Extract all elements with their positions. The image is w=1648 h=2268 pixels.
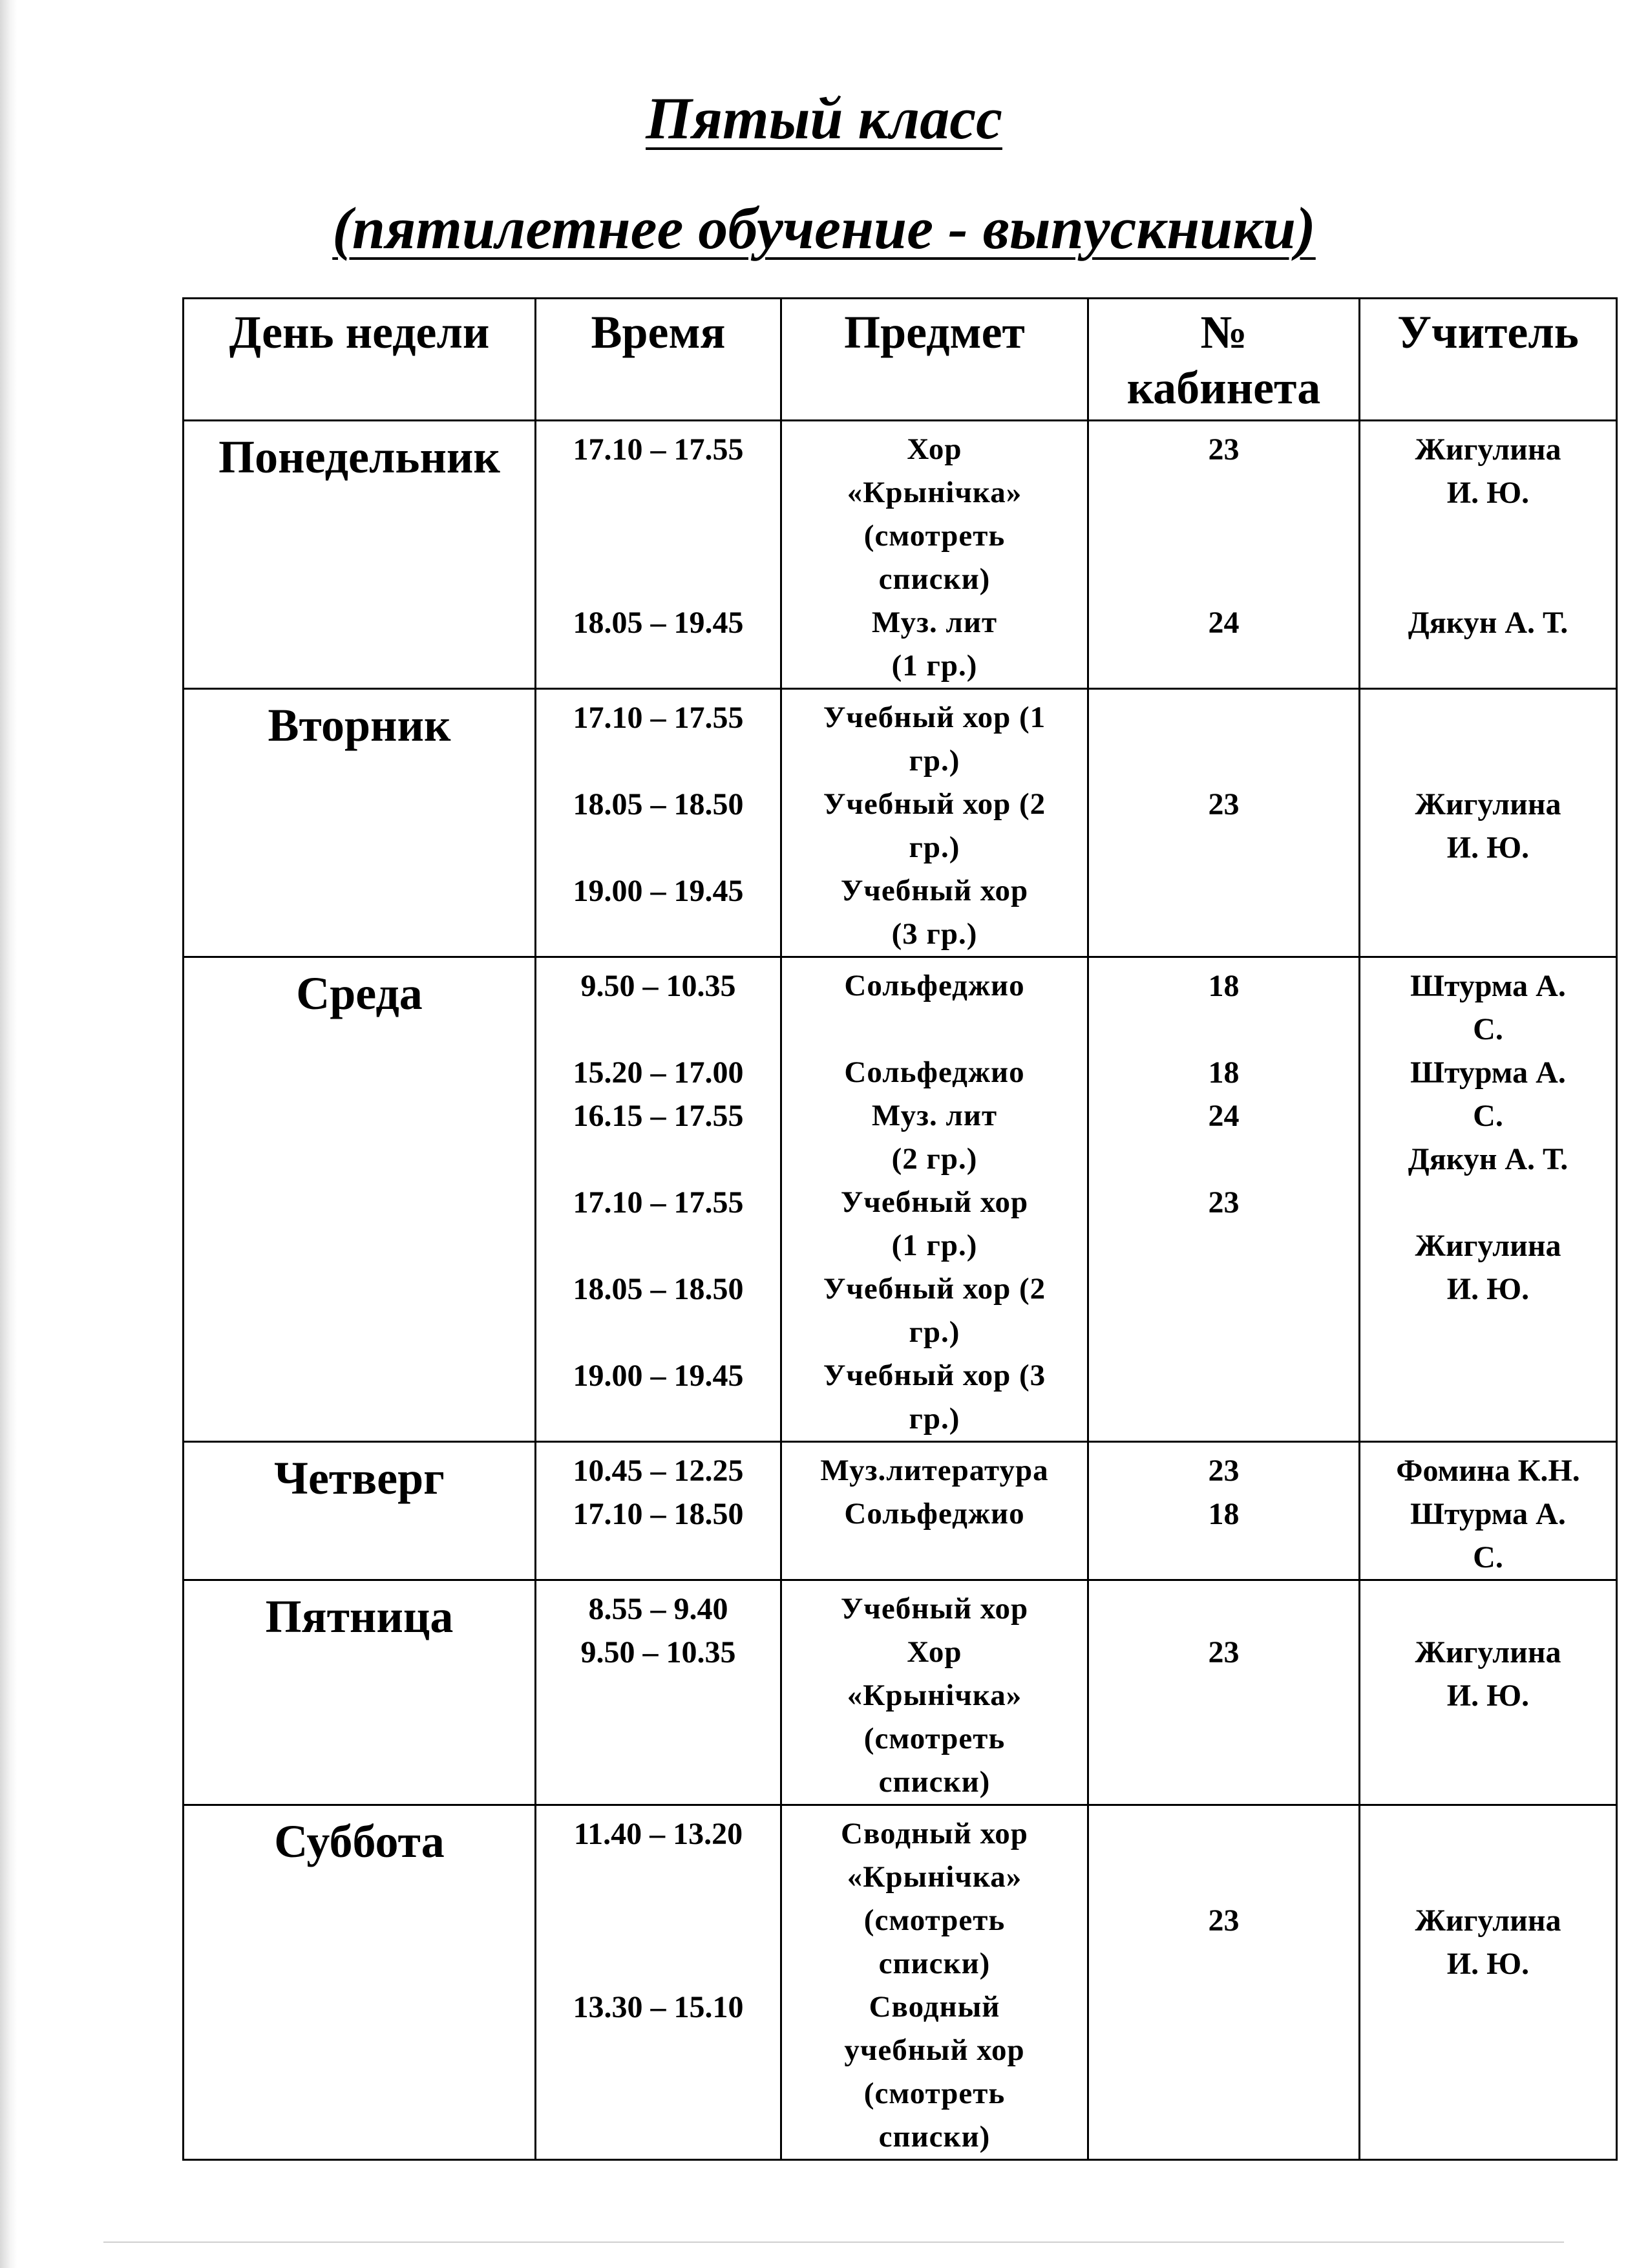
subject-line: Сольфеджио [844,1055,1025,1089]
time-line: 13.30 – 15.10 [573,1990,744,2024]
subject-line: Учебный хор [840,874,1029,907]
room-line [1089,1856,1358,1899]
teacher-line: Жигулина [1415,1229,1561,1263]
subject-line: (1 гр.) [891,1229,978,1262]
subject-line: списки) [878,2120,991,2154]
teacher-line [1360,1397,1616,1441]
room-line: 23 [1208,1903,1240,1938]
subject-line: (смотреть [863,2077,1006,2110]
day-cell: Пятница [184,1580,536,1805]
subject-line: Муз. лит [871,1099,998,1132]
table-header-row [184,299,1617,421]
subject-line: учебный хор [844,2033,1025,2067]
teacher-line: Фомина К.Н. [1396,1454,1580,1488]
room-line [1089,2029,1358,2072]
room-line: 18 [1208,1497,1240,1531]
teacher-line [1360,1311,1616,1354]
time-line [536,1224,780,1267]
subject-line: Учебный хор (2 [823,1272,1046,1306]
teacher-line [1360,1354,1616,1397]
teacher-cell [1360,1805,1617,2160]
time-line [536,739,780,783]
room-line [1089,1812,1358,1856]
teacher-line [1360,2115,1616,2159]
room-line [1089,696,1358,739]
day-cell: Четверг [184,1442,536,1580]
teacher-line: Дякун А. Т. [1408,1142,1569,1176]
teacher-line [1360,1856,1616,1899]
teacher-line [1360,869,1616,913]
day-cell: Среда [184,957,536,1442]
teacher-line [1360,1761,1616,1804]
time-line: 19.00 – 19.45 [573,1359,744,1393]
teacher-line: Жигулина [1415,1903,1561,1938]
time-line [536,1138,780,1181]
room-line [1089,644,1358,688]
room-line [1089,869,1358,913]
time-line [536,2072,780,2115]
teacher-line: С. [1473,1012,1503,1046]
room-line [1089,913,1358,956]
time-cell [536,1805,781,2160]
teacher-line [1360,1717,1616,1761]
room-cell [1088,689,1360,957]
time-line: 18.05 – 18.50 [573,1272,744,1306]
subject-line: Сольфеджио [844,969,1025,1002]
room-line [1089,1397,1358,1441]
room-line: 24 [1208,1099,1240,1133]
room-line [1089,471,1358,514]
teacher-line: Жигулина [1415,1635,1561,1669]
room-line [1089,1587,1358,1631]
subject-line: гр.) [909,831,960,864]
teacher-line [1360,696,1616,739]
teacher-line: И. Ю. [1446,476,1530,510]
day-cell: Вторник [184,689,536,957]
teacher-line: И. Ю. [1446,831,1530,865]
subject-line: (1 гр.) [891,649,978,683]
teacher-line: И. Ю. [1446,1272,1530,1306]
subject-line: (3 гр.) [891,917,978,951]
header-room-line1: № [1200,306,1247,358]
room-line: 23 [1208,787,1240,821]
day-cell: Понедельник [184,421,536,689]
page-subtitle: (пятилетнее обучение - выпускники) [332,195,1316,261]
time-line [536,1761,780,1804]
schedule-table [182,297,1618,2161]
subject-line: Хор [907,432,962,466]
header-room-line2: кабинета [1126,362,1321,414]
subject-line: списки) [878,1947,991,1980]
time-line: 11.40 – 13.20 [573,1817,743,1851]
table-row [184,689,1617,957]
time-line: 17.10 – 17.55 [573,701,744,735]
subject-line: Сводный [869,1990,1000,2024]
time-line [536,558,780,601]
time-line [536,2029,780,2072]
subject-line: Учебный хор [840,1185,1029,1219]
teacher-line: И. Ю. [1446,1679,1530,1713]
room-line [1089,1354,1358,1397]
time-line [536,514,780,558]
time-line: 15.20 – 17.00 [573,1055,744,1090]
time-cell [536,1580,781,1805]
time-line: 10.45 – 12.25 [573,1454,744,1488]
time-line: 18.05 – 18.50 [573,787,744,821]
table-row [184,421,1617,689]
teacher-line [1360,514,1616,558]
subject-line: Сольфеджио [844,1497,1025,1531]
subject-line: гр.) [909,1315,960,1349]
teacher-line [1360,2029,1616,2072]
schedule-body [184,421,1617,2160]
teacher-line [1360,1181,1616,1224]
subject-cell [781,957,1088,1442]
teacher-line: Штурма А. [1410,1055,1566,1090]
teacher-line: Штурма А. [1410,1497,1566,1531]
teacher-line: Жигулина [1415,787,1561,821]
time-cell [536,957,781,1442]
time-line [536,1536,780,1579]
subject-line [782,1536,1087,1579]
time-line [536,471,780,514]
room-cell [1088,1580,1360,1805]
scan-edge-shadow [0,0,17,2268]
room-line [1089,1674,1358,1717]
teacher-cell [1360,957,1617,1442]
header-time: Время [536,299,781,421]
subject-cell [781,1580,1088,1805]
room-line: 24 [1208,606,1240,640]
time-line: 17.10 – 17.55 [573,432,744,467]
time-line: 9.50 – 10.35 [580,969,736,1003]
room-cell [1088,957,1360,1442]
teacher-line [1360,644,1616,688]
teacher-line: С. [1473,1540,1503,1574]
room-line [1089,826,1358,869]
room-line [1089,1717,1358,1761]
time-line: 18.05 – 19.45 [573,606,744,640]
table-row [184,1442,1617,1580]
time-line [536,1674,780,1717]
subject-line: Муз. лит [871,606,998,639]
teacher-line [1360,739,1616,783]
subject-line: «Крынічка» [847,1679,1022,1712]
teacher-cell [1360,1442,1617,1580]
time-line: 17.10 – 18.50 [573,1497,744,1531]
day-cell: Суббота [184,1805,536,2160]
room-line [1089,739,1358,783]
time-line [536,1856,780,1899]
subject-line: (смотреть [863,1903,1006,1937]
header-day: День недели [184,299,536,421]
room-line [1089,2115,1358,2159]
table-row [184,1580,1617,1805]
time-line [536,1008,780,1051]
subject-line: (2 гр.) [891,1142,978,1176]
room-line [1089,2072,1358,2115]
time-line [536,1311,780,1354]
header-room [1088,299,1360,421]
time-line [536,1899,780,1942]
time-line: 9.50 – 10.35 [580,1635,736,1669]
bottom-divider [103,2242,1564,2243]
subject-line: гр.) [909,744,960,778]
time-line [536,1397,780,1441]
subject-cell [781,421,1088,689]
teacher-cell [1360,689,1617,957]
room-line: 23 [1208,1635,1240,1669]
room-line [1089,1224,1358,1267]
time-line [536,1717,780,1761]
subject-line: Муз.литература [820,1454,1049,1487]
header-teacher: Учитель [1360,299,1617,421]
teacher-line [1360,558,1616,601]
time-cell [536,1442,781,1580]
subject-line: списки) [878,562,991,596]
time-line [536,826,780,869]
teacher-line [1360,913,1616,956]
room-line [1089,1761,1358,1804]
subject-line: «Крынічка» [847,1860,1022,1894]
time-cell [536,421,781,689]
subject-line: Учебный хор (1 [823,701,1046,734]
time-line [536,644,780,688]
room-line [1089,1267,1358,1311]
subject-cell [781,1805,1088,2160]
teacher-line: Штурма А. [1410,969,1566,1003]
subject-line: (смотреть [863,519,1006,553]
table-row [184,1805,1617,2160]
table-row [184,957,1617,1442]
teacher-line: Жигулина [1415,432,1561,467]
room-line [1089,1138,1358,1181]
subject-line: Хор [907,1635,962,1669]
subject-line [782,1008,1087,1051]
page-title: Пятый класс [646,85,1002,151]
time-line: 16.15 – 17.55 [573,1099,744,1133]
teacher-line [1360,1812,1616,1856]
teacher-line [1360,2072,1616,2115]
teacher-cell [1360,1580,1617,1805]
room-line: 23 [1208,432,1240,467]
teacher-line [1360,1587,1616,1631]
subject-line: «Крынічка» [847,476,1022,509]
teacher-line: С. [1473,1099,1503,1133]
subject-line: Учебный хор [840,1592,1029,1626]
teacher-line: И. Ю. [1446,1947,1530,1981]
subject-line: (смотреть [863,1722,1006,1755]
room-line [1089,1008,1358,1051]
teacher-line [1360,1986,1616,2029]
teacher-line: Дякун А. Т. [1408,606,1569,640]
room-cell [1088,1805,1360,2160]
room-line [1089,1986,1358,2029]
teacher-cell [1360,421,1617,689]
room-line: 18 [1208,1055,1240,1090]
subject-line: Сводный хор [841,1817,1028,1850]
room-line [1089,1536,1358,1579]
room-line: 23 [1208,1454,1240,1488]
time-line: 19.00 – 19.45 [573,874,744,908]
time-line: 8.55 – 9.40 [588,1592,728,1626]
subject-line: списки) [878,1765,991,1799]
time-line: 17.10 – 17.55 [573,1185,744,1220]
time-line [536,1942,780,1986]
room-line [1089,1942,1358,1986]
room-line: 23 [1208,1185,1240,1220]
subject-line: Учебный хор (3 [823,1359,1046,1392]
subject-cell [781,689,1088,957]
header-subject: Предмет [781,299,1088,421]
room-cell [1088,421,1360,689]
time-cell [536,689,781,957]
room-line [1089,1311,1358,1354]
time-line [536,913,780,956]
time-line [536,2115,780,2159]
room-line [1089,558,1358,601]
room-line: 18 [1208,969,1240,1003]
subject-line: гр.) [909,1402,960,1436]
subject-line: Учебный хор (2 [823,787,1046,821]
room-line [1089,514,1358,558]
subject-cell [781,1442,1088,1580]
room-cell [1088,1442,1360,1580]
